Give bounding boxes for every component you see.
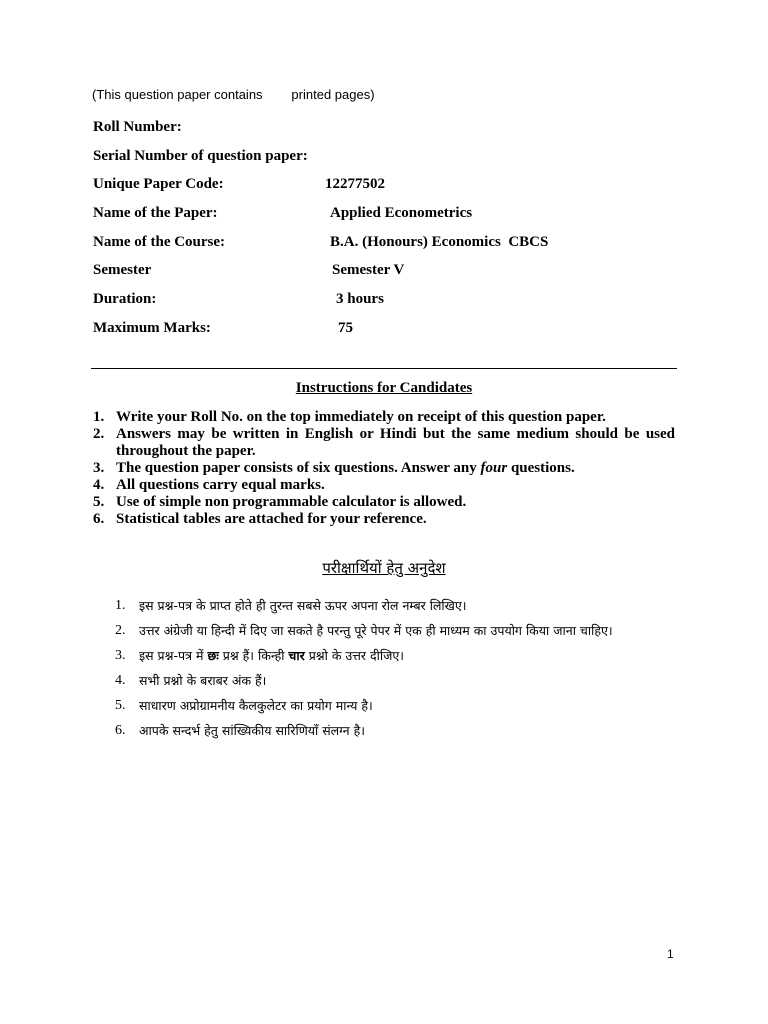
instruction-text: Statistical tables are attached for your reference. xyxy=(116,511,427,527)
instruction-number: 3. xyxy=(93,460,105,476)
instruction-number: 2. xyxy=(93,426,105,442)
instruction-number: 6. xyxy=(115,723,126,738)
instruction-text: प्रश्न हैं। किन्ही xyxy=(218,648,289,663)
field-label: Name of the Paper: xyxy=(93,205,218,222)
instructions-title: Instructions for Candidates xyxy=(295,380,473,396)
instruction-number: 1. xyxy=(115,598,126,613)
field-value: 12277502 xyxy=(325,176,385,193)
instruction-number: 5. xyxy=(93,494,105,510)
instruction-emphasis: four xyxy=(480,460,508,476)
instruction-text: सभी प्रश्नो के बराबर अंक हैं। xyxy=(139,673,267,688)
instruction-text: Use of simple non programmable calculator is allowed. xyxy=(116,494,467,510)
field-serial-number xyxy=(93,145,693,174)
instruction-text: प्रश्नो के उत्तर दीजिए। xyxy=(304,648,405,663)
instruction-bold: चार xyxy=(288,648,305,663)
instruction-item xyxy=(93,494,675,511)
field-label: Roll Number: xyxy=(93,119,182,135)
instruction-bold: छः xyxy=(207,648,219,663)
instruction-item xyxy=(93,511,675,528)
instruction-number: 6. xyxy=(93,511,105,527)
instruction-text: इस प्रश्न-पत्र में xyxy=(139,648,208,663)
instruction-number: 3. xyxy=(115,648,126,663)
instructions-list-english xyxy=(93,409,675,528)
field-unique-paper-code xyxy=(93,173,693,202)
instruction-number: 2. xyxy=(115,623,126,638)
field-value: 75 xyxy=(338,319,353,336)
instruction-text: उत्तर अंग्रेजी या हिन्दी में दिए जा सकते है परन्तु पूरे पेपर में एक ही माध्यम का उपयोग किया जाना चाहिए। xyxy=(139,623,613,638)
instruction-item xyxy=(93,409,675,426)
field-course-name xyxy=(93,231,693,260)
instruction-number: 1. xyxy=(93,409,105,425)
header-note: (This question paper contains printed pages) xyxy=(92,87,375,102)
field-value: Applied Econometrics xyxy=(330,205,473,222)
hindi-instructions-title: परीक्षार्थियों हेतु अनुदेश xyxy=(322,559,446,577)
field-label: Unique Paper Code: xyxy=(93,176,224,193)
field-roll-number xyxy=(93,116,693,145)
field-value: Semester V xyxy=(332,262,405,279)
instruction-text: questions. xyxy=(507,460,575,476)
instruction-text: All questions carry equal marks. xyxy=(116,477,325,493)
field-maximum-marks xyxy=(93,317,693,346)
field-label: Maximum Marks: xyxy=(93,319,211,336)
paper-details xyxy=(93,116,693,346)
instruction-text: Write your Roll No. on the top immediately on receipt of this question paper. xyxy=(116,409,606,425)
horizontal-divider xyxy=(91,368,677,369)
instruction-number: 4. xyxy=(93,477,105,493)
field-label: Duration: xyxy=(93,291,157,308)
field-semester xyxy=(93,259,693,288)
instruction-number: 4. xyxy=(115,673,126,688)
instruction-text: इस प्रश्न-पत्र के प्राप्त होते ही तुरन्त सबसे ऊपर अपना रोल नम्बर लिखिए। xyxy=(139,598,467,613)
field-label: Serial Number of question paper: xyxy=(93,147,308,164)
field-duration xyxy=(93,288,693,317)
field-value: 3 hours xyxy=(336,291,384,308)
instruction-item xyxy=(93,477,675,494)
field-label: Name of the Course: xyxy=(93,233,226,250)
field-value: B.A. (Honours) Economics CBCS xyxy=(330,233,549,250)
instructions-list-hindi xyxy=(115,593,675,743)
instruction-text: Answers may be written in English or Hindi but the same medium should be used throughout the paper. xyxy=(116,426,675,459)
instruction-number: 5. xyxy=(115,698,126,713)
page-number: 1 xyxy=(667,947,674,961)
field-paper-name xyxy=(93,202,693,231)
hindi-instruction-item xyxy=(115,618,675,643)
hindi-instruction-item xyxy=(115,693,675,718)
hindi-instruction-item xyxy=(115,668,675,693)
instruction-text: The question paper consists of six questions. Answer any xyxy=(116,460,481,476)
hindi-instruction-item xyxy=(115,718,675,743)
instruction-item xyxy=(93,426,675,460)
hindi-instruction-item xyxy=(115,643,675,668)
instruction-text: साधारण अप्रोग्रामनीय कैलकुलेटर का प्रयोग मान्य है। xyxy=(139,698,373,713)
instruction-item xyxy=(93,460,675,477)
hindi-instruction-item xyxy=(115,593,675,618)
instruction-text: आपके सन्दर्भ हेतु सांख्यिकीय सारिणियाँ संलग्न है। xyxy=(139,723,365,738)
field-label: Semester xyxy=(93,262,152,279)
